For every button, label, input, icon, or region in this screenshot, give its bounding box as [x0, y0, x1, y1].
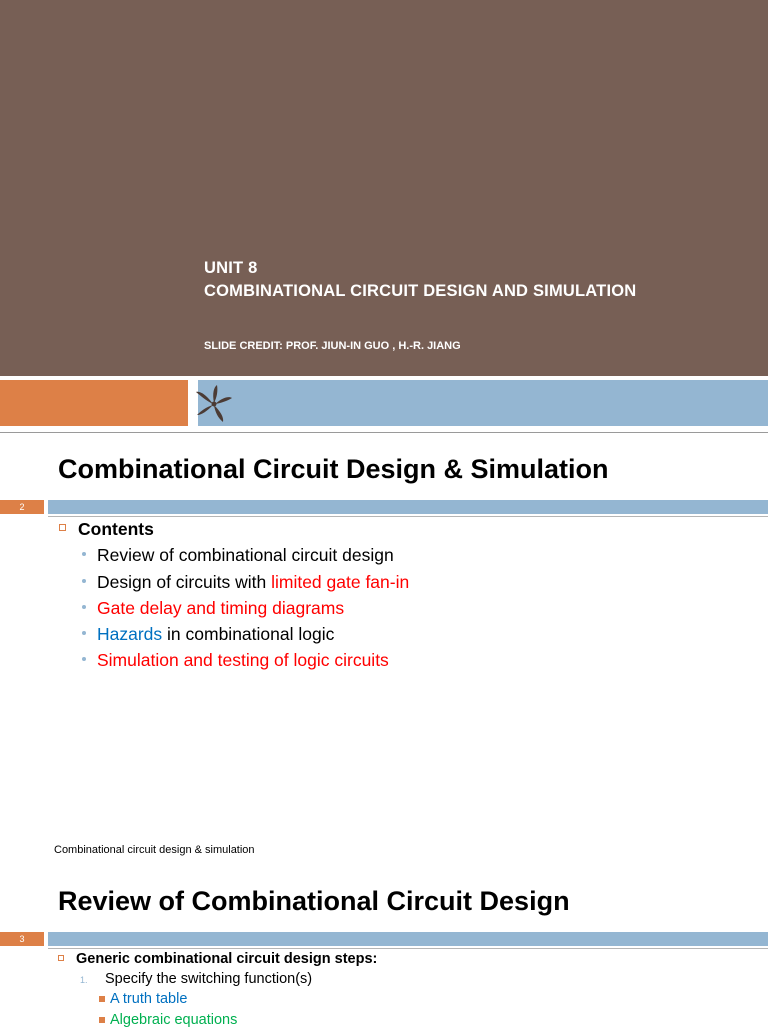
- filled-square-bullet-icon: [99, 996, 105, 1002]
- step-text: Specify the switching function(s): [105, 971, 313, 987]
- contents-item: [97, 572, 409, 593]
- unit-subtitle: COMBINATIONAL CIRCUIT DESIGN AND SIMULATION: [204, 282, 637, 300]
- dot-bullet-icon: [82, 552, 86, 556]
- contents-item: [97, 598, 344, 619]
- flower-logo-icon: [193, 383, 235, 425]
- slide2-header-rule: [48, 516, 768, 517]
- steps-heading: Generic combinational circuit design steps:: [76, 951, 378, 967]
- square-bullet-icon: [59, 524, 66, 531]
- dot-bullet-icon: [82, 605, 86, 609]
- contents-item-text: in combinational logic: [162, 624, 335, 644]
- contents-item-highlight: Hazards: [97, 624, 163, 644]
- sub-item: A truth table: [110, 991, 188, 1007]
- slide-credit: SLIDE CREDIT: PROF. JIUN-IN GUO , H.-R. JIANG: [204, 340, 461, 352]
- contents-item-text: Design of circuits with: [97, 572, 272, 592]
- contents-item: [97, 545, 394, 566]
- slide-number-badge: 3: [0, 932, 44, 946]
- slide-footer: Combinational circuit design & simulation: [54, 844, 255, 856]
- slide-divider: [0, 432, 768, 433]
- contents-item-highlight: Gate delay and timing diagrams: [97, 598, 345, 618]
- unit-title: UNIT 8: [204, 259, 258, 277]
- sub-item: Algebraic equations: [110, 1012, 238, 1028]
- contents-item: [97, 650, 389, 671]
- dot-bullet-icon: [82, 579, 86, 583]
- slide-number-badge: 2: [0, 500, 44, 514]
- contents-item-highlight: Simulation and testing of logic circuits: [97, 650, 389, 670]
- slide2-header-bar: [48, 500, 768, 514]
- filled-square-bullet-icon: [99, 1017, 105, 1023]
- contents-heading: Contents: [78, 519, 154, 539]
- dot-bullet-icon: [82, 631, 86, 635]
- square-bullet-icon: [58, 955, 64, 961]
- orange-accent-bar: [0, 380, 188, 426]
- contents-item: [97, 624, 334, 645]
- dot-bullet-icon: [82, 657, 86, 661]
- step-number: 1.: [80, 975, 88, 985]
- title-slide-background: [0, 0, 768, 376]
- slide2-title: Combinational Circuit Design & Simulation: [58, 454, 609, 484]
- slide3-header-rule: [48, 948, 768, 949]
- slide3-header-bar: [48, 932, 768, 946]
- slide3-title: Review of Combinational Circuit Design: [58, 886, 570, 916]
- contents-item-highlight: limited gate fan-in: [271, 572, 410, 592]
- contents-item-text: Review of combinational circuit design: [97, 545, 394, 565]
- blue-accent-bar: [198, 380, 768, 426]
